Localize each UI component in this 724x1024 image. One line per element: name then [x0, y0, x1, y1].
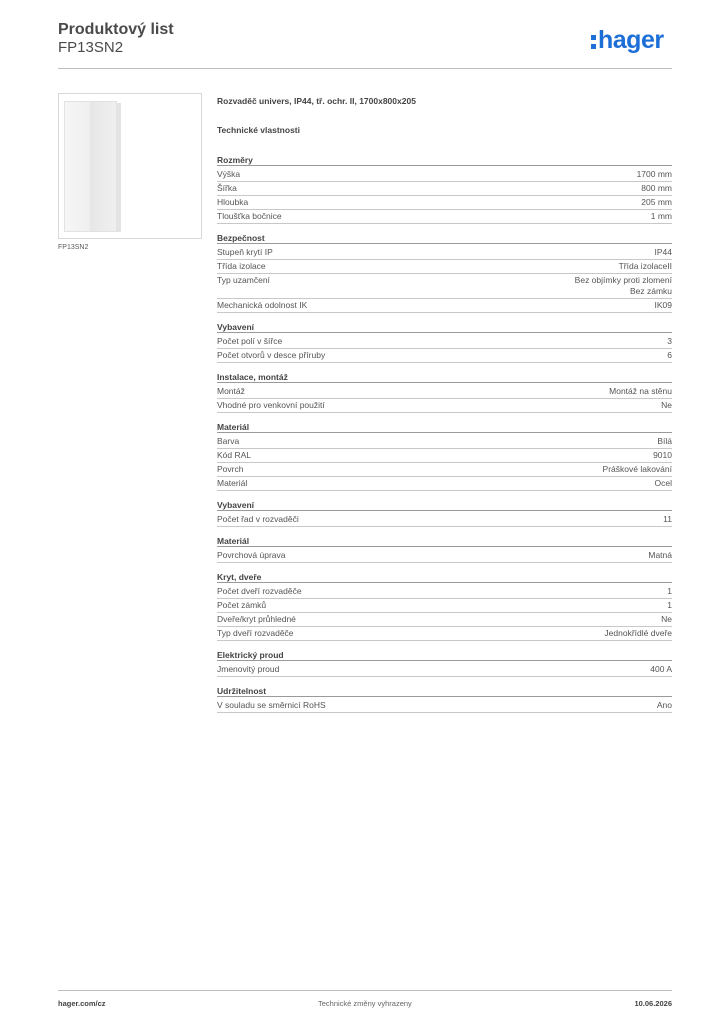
spec-value-line: 800 mm: [641, 183, 672, 193]
page-title: Produktový list: [58, 21, 174, 38]
spec-section: [217, 536, 672, 563]
spec-value-line: Jednokřídlé dveře: [604, 628, 672, 638]
spec-section-title: Elektrický proud: [217, 650, 672, 661]
spec-value: [651, 211, 672, 222]
spec-value: [609, 386, 672, 397]
spec-value-line: Ocel: [654, 478, 672, 488]
spec-row: [217, 663, 672, 677]
logo-colon-icon: [591, 35, 596, 49]
spec-value-line: Ne: [661, 400, 672, 410]
spec-section: [217, 422, 672, 491]
spec-section-title: Materiál: [217, 422, 672, 433]
spec-label: Výška: [217, 169, 241, 179]
spec-label: Stupeň krytí IP: [217, 247, 273, 257]
spec-value: [657, 436, 672, 447]
spec-value: [667, 350, 672, 361]
product-description: Rozvaděč univers, IP44, tř. ochr. II, 1700x800x205: [217, 96, 416, 106]
spec-value-line: 3: [667, 336, 672, 346]
spec-value-line: IP44: [654, 247, 672, 257]
spec-label: Počet řad v rozvaděči: [217, 514, 299, 524]
spec-row: [217, 260, 672, 274]
spec-row: [217, 182, 672, 196]
spec-value-line: Bez objímky proti zlomení: [574, 275, 672, 285]
spec-value-line: 1 mm: [650, 211, 672, 221]
spec-value: [650, 664, 672, 675]
spec-value: [655, 247, 673, 258]
spec-label: Počet dveří rozvaděče: [217, 586, 302, 596]
spec-value: [641, 197, 672, 208]
spec-label: Povrch: [217, 464, 244, 474]
spec-row: [217, 599, 672, 613]
product-image: [58, 93, 202, 239]
spec-row: [217, 585, 672, 599]
spec-row: [217, 196, 672, 210]
spec-row: [217, 274, 672, 299]
spec-label: Šířka: [217, 183, 237, 193]
spec-value: [619, 261, 672, 272]
spec-value: [641, 183, 672, 194]
spec-label: Tloušťka bočnice: [217, 211, 282, 221]
cabinet-side-shading: [117, 103, 121, 232]
header-divider: [58, 68, 672, 69]
spec-label: Barva: [217, 436, 240, 446]
spec-value-line: IK09: [654, 300, 672, 310]
spec-label: Materiál: [217, 478, 248, 488]
spec-row: [217, 246, 672, 260]
spec-value-line: 1700 mm: [636, 169, 672, 179]
spec-label: V souladu se směrnicí RoHS: [217, 700, 326, 710]
spec-row: [217, 699, 672, 713]
spec-value-line: Bez zámku: [629, 286, 672, 296]
spec-sections: [217, 155, 672, 713]
spec-value-line: 1: [667, 586, 672, 596]
spec-row: [217, 385, 672, 399]
spec-row: [217, 299, 672, 313]
spec-label: Počet polí v šířce: [217, 336, 283, 346]
spec-label: Dveře/kryt průhledné: [217, 614, 296, 624]
spec-section: [217, 233, 672, 313]
spec-label: Montáž: [217, 386, 245, 396]
spec-value: [655, 300, 673, 311]
spec-row: [217, 627, 672, 641]
spec-section-title: Udržitelnost: [217, 686, 672, 697]
spec-row: [217, 449, 672, 463]
footer-disclaimer: Technické změny vyhrazeny: [318, 999, 412, 1008]
footer-website: hager.com/cz: [58, 999, 106, 1008]
spec-row: [217, 513, 672, 527]
spec-section: [217, 322, 672, 363]
spec-row: [217, 477, 672, 491]
spec-value: [637, 169, 672, 180]
spec-value: [648, 550, 672, 561]
hager-logo: [591, 27, 664, 53]
spec-row: [217, 399, 672, 413]
spec-label: Vhodné pro venkovní použití: [217, 400, 325, 410]
spec-value: [661, 614, 672, 625]
product-code-subtitle: FP13SN2: [58, 39, 124, 56]
spec-label: Povrchová úprava: [217, 550, 286, 560]
spec-value-line: 205 mm: [641, 197, 672, 207]
spec-value: [575, 275, 672, 297]
specs-content: [217, 96, 672, 722]
spec-label: Jmenovitý proud: [217, 664, 280, 674]
spec-label: Počet otvorů v desce příruby: [217, 350, 326, 360]
spec-value: [655, 478, 672, 489]
spec-value-line: 1: [667, 600, 672, 610]
spec-row: [217, 613, 672, 627]
spec-value: [657, 700, 672, 711]
spec-label: Typ uzamčení: [217, 275, 270, 285]
spec-section-title: Bezpečnost: [217, 233, 672, 244]
spec-value: [667, 600, 672, 611]
spec-value: [661, 400, 672, 411]
spec-row: [217, 349, 672, 363]
spec-section-title: Rozměry: [217, 155, 672, 166]
spec-value-line: Ne: [661, 614, 672, 624]
spec-section: [217, 155, 672, 224]
spec-row: [217, 463, 672, 477]
technical-properties-heading: Technické vlastnosti: [217, 125, 300, 135]
spec-value-line: Montáž na stěnu: [609, 386, 672, 396]
spec-section-title: Instalace, montáž: [217, 372, 672, 383]
spec-row: [217, 335, 672, 349]
spec-value-line: Matná: [648, 550, 672, 560]
spec-value-line: 400 A: [650, 664, 672, 674]
spec-label: Mechanická odolnost IK: [217, 300, 308, 310]
spec-value-line: 11: [663, 514, 672, 524]
product-image-caption: FP13SN2: [58, 244, 89, 251]
footer-date: 10.06.2026: [634, 999, 672, 1008]
spec-value: [667, 336, 672, 347]
cabinet-image: [64, 101, 117, 232]
spec-value-line: Práškové lakování: [602, 464, 672, 474]
spec-section-title: Vybavení: [217, 322, 672, 333]
spec-row: [217, 549, 672, 563]
spec-section-title: Kryt, dveře: [217, 572, 672, 583]
spec-value-line: Bílá: [657, 436, 672, 446]
spec-value-line: 9010: [653, 450, 672, 460]
spec-row: [217, 435, 672, 449]
spec-label: Třída izolace: [217, 261, 266, 271]
logo-text: hager: [598, 26, 664, 54]
spec-value: [663, 514, 672, 525]
spec-row: [217, 168, 672, 182]
spec-section: [217, 372, 672, 413]
spec-section: [217, 650, 672, 677]
spec-value-line: Ano: [656, 700, 672, 710]
spec-section-title: Vybavení: [217, 500, 672, 511]
spec-value-line: 6: [667, 350, 672, 360]
spec-label: Kód RAL: [217, 450, 252, 460]
spec-section: [217, 686, 672, 713]
spec-section: [217, 500, 672, 527]
footer-divider: [58, 990, 672, 991]
spec-row: [217, 210, 672, 224]
spec-section-title: Materiál: [217, 536, 672, 547]
spec-value: [603, 464, 672, 475]
spec-value: [667, 586, 672, 597]
spec-label: Počet zámků: [217, 600, 267, 610]
spec-value: [653, 450, 672, 461]
spec-value: [604, 628, 672, 639]
spec-label: Typ dveří rozvaděče: [217, 628, 294, 638]
spec-value-line: Třída izolaceII: [618, 261, 672, 271]
spec-label: Hloubka: [217, 197, 249, 207]
spec-section: [217, 572, 672, 641]
